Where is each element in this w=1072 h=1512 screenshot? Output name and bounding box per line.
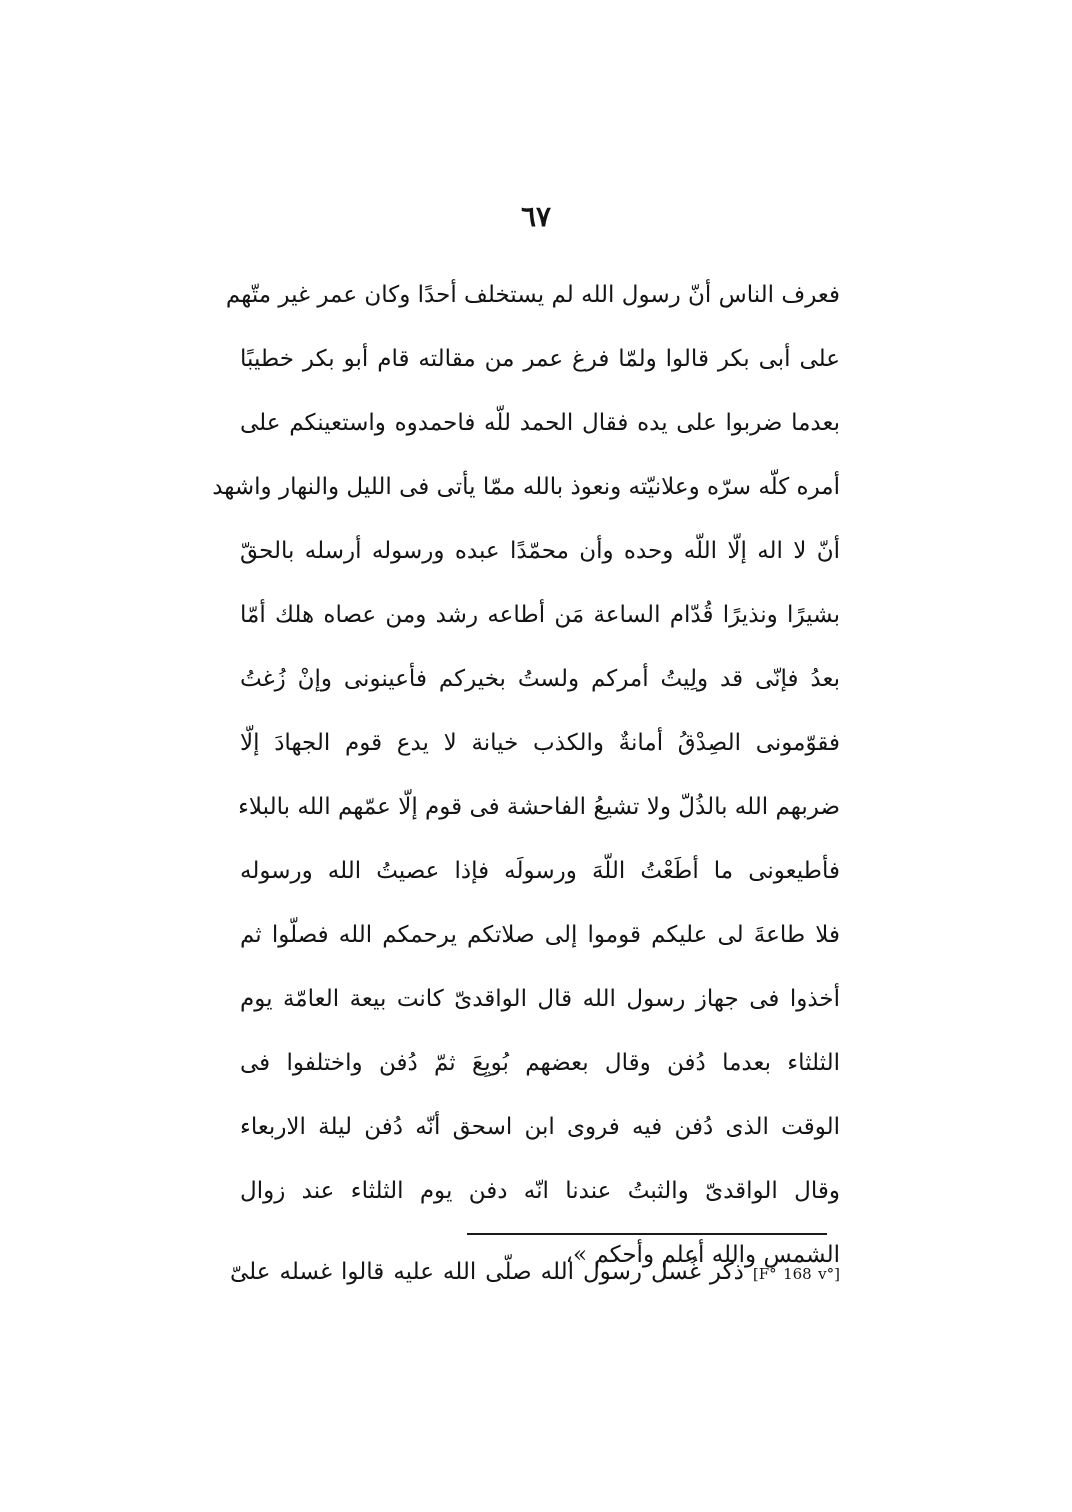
- text-line: فعرف الناس أنّ رسول الله لم يستخلف أحدًا وكان عمر غير متّهم: [225, 282, 840, 308]
- page-number: ٦٧: [520, 200, 552, 233]
- section-heading-line: [230, 1242, 840, 1302]
- text-line: أمره كلّه سرّه وعلانيّته ونعوذ بالله ممّا يأتى فى الليل والنهار واشهد: [212, 474, 840, 500]
- body-text: [212, 263, 840, 1287]
- folio-reference: [F° 168 v°]: [752, 1265, 840, 1283]
- text-line: بشيرًا ونذيرًا قُدّام الساعة مَن أطاعه رشد ومن عصاه هلك أمّا: [240, 602, 840, 628]
- text-line: أنّ لا اله إلّا اللّه وحده وأن محمّدًا عبده ورسوله أرسله بالحقّ: [240, 538, 840, 564]
- text-line: وقال الواقدىّ والثبتُ عندنا انّه دفن يوم الثلثاء عند زوال: [240, 1178, 840, 1204]
- section-separator: [467, 1233, 827, 1235]
- text-line: أخذوا فى جهاز رسول الله قال الواقدىّ كانت بيعة العامّة يوم: [240, 986, 840, 1012]
- text-line: فلا طاعةَ لى عليكم قوموا إلى صلاتكم يرحمكم الله فصلّوا ثم: [240, 922, 840, 948]
- text-line: بعدما ضربوا على يده فقال الحمد للّه فاحمدوه واستعينكم على: [240, 410, 840, 436]
- text-line: الثلثاء بعدما دُفن وقال بعضهم بُويِعَ ثمّ دُفن واختلفوا فى: [240, 1050, 840, 1076]
- text-line: الوقت الذى دُفن فيه فروى ابن اسحق أنّه دُفن ليلة الاربعاء: [240, 1114, 840, 1140]
- section-heading-text: ذكر غُسل رسول الله صلّى الله عليه قالوا غسله علىّ: [230, 1259, 744, 1285]
- text-line: فأطيعونى ما أطَعْتُ اللّهَ ورسولَه فإذا عصيتُ الله ورسوله: [240, 858, 840, 884]
- text-line: بعدُ فإنّى قد ولِيتُ أمركم ولستُ بخيركم فأعينونى وإنْ زُغتُ: [240, 666, 840, 692]
- text-line: ضربهم الله بالذُلّ ولا تشيعُ الفاحشة فى قوم إلّا عمّهم الله بالبلاء: [238, 794, 840, 820]
- text-line: على أبى بكر قالوا ولمّا فرغ عمر من مقالته قام أبو بكر خطيبًا: [240, 346, 840, 372]
- text-line-last: الشمس والله أعلم وأحكم »،: [565, 1242, 840, 1268]
- text-line: فقوّمونى الصِدْقُ أمانةٌ والكذب خيانة لا يدع قوم الجهادَ إلّا: [240, 730, 840, 756]
